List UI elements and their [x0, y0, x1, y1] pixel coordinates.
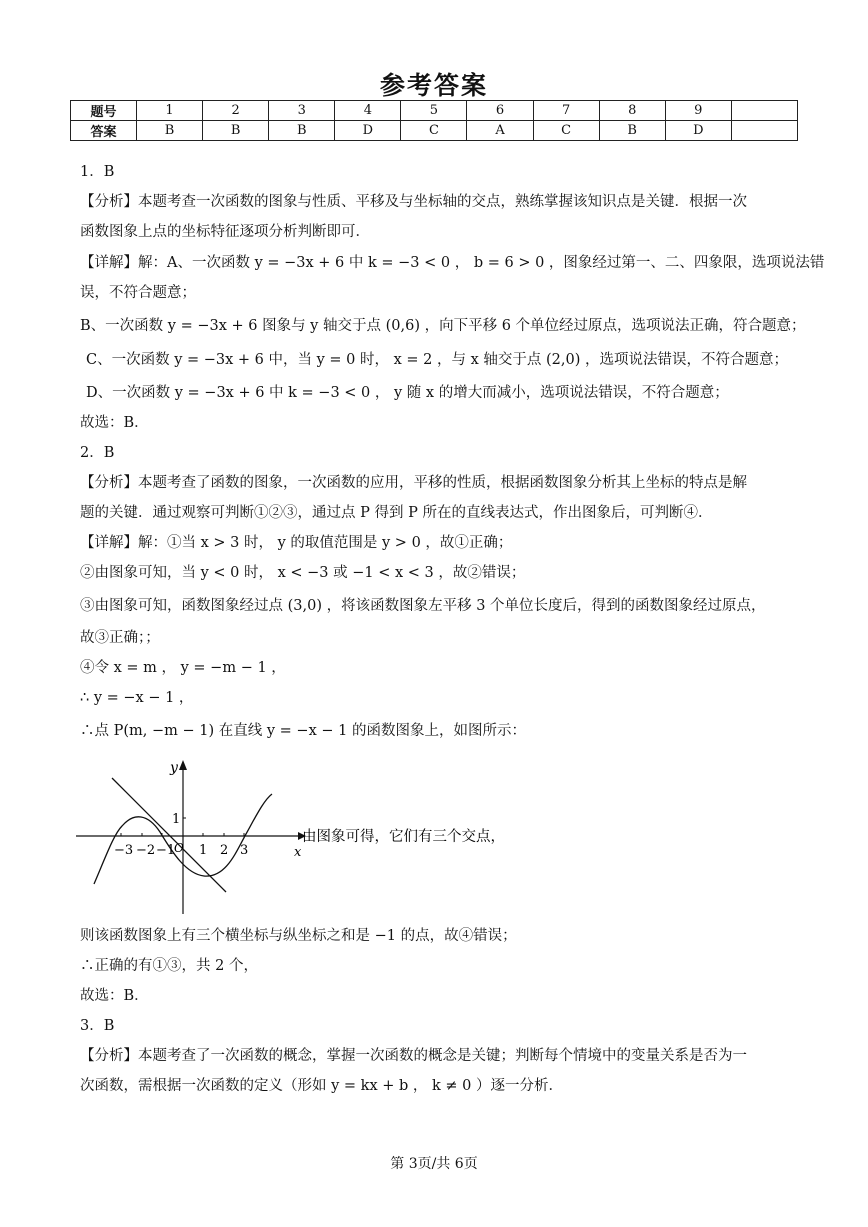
text-line: 函数图象上点的坐标特征逐项分析判断即可． — [80, 224, 370, 240]
table-cell: C — [533, 121, 599, 141]
table-cell: 4 — [335, 101, 401, 121]
page-footer: 第 3页/共 6页 — [390, 1156, 478, 1172]
x-tick-label: −2 — [136, 843, 156, 858]
table-cell: 3 — [269, 101, 335, 121]
table-cell: 8 — [599, 101, 665, 121]
table-cell: A — [467, 121, 533, 141]
row-header-answer: 答案 — [71, 121, 137, 141]
text-line: ④令 x = m ， y = −m − 1 ， — [80, 660, 286, 676]
text-line: ③由图象可知，函数图象经过点 (3,0) ，将该函数图象左平移 3 个单位长度后，得到的函数图象经过原点， — [80, 598, 766, 614]
text-line: 【详解】解：①当 x > 3 时， y 的取值范围是 y > 0 ，故①正确； — [80, 535, 513, 551]
text-line: C、一次函数 y = −3x + 6 中，当 y = 0 时， x = 2 ，与 x 轴交于点 (2,0) ，选项说法错误，不符合题意； — [86, 352, 788, 368]
text-line: B、一次函数 y = −3x + 6 图象与 y 轴交于点 (0,6) ，向下平移 6 个单位经过原点，选项说法正确，符合题意； — [80, 318, 806, 334]
answer-table — [70, 100, 798, 141]
table-cell: C — [401, 121, 467, 141]
table-cell: 5 — [401, 101, 467, 121]
text-line: D、一次函数 y = −3x + 6 中 k = −3 < 0 ， y 随 x 的增大而减小，选项说法错误，不符合题意； — [86, 385, 729, 401]
table-cell — [731, 101, 797, 121]
x-tick-label: −1 — [156, 843, 176, 858]
question-heading: 2．B — [80, 445, 115, 461]
x-axis-label: x — [294, 845, 302, 860]
y-tick-label: 1 — [172, 812, 181, 827]
table-cell: D — [335, 121, 401, 141]
line-y-neg-x-minus-1 — [112, 778, 229, 892]
table-cell — [731, 121, 797, 141]
text-line: 故选：B． — [80, 415, 149, 431]
text-line: ∴点 P(m, −m − 1) 在直线 y = −x − 1 的函数图象上，如图所示： — [80, 723, 526, 739]
table-cell: 6 — [467, 101, 533, 121]
question-heading: 1．B — [80, 164, 115, 180]
table-cell: B — [203, 121, 269, 141]
table-cell: 2 — [203, 101, 269, 121]
y-axis-arrow — [179, 760, 187, 770]
table-cell: 1 — [137, 101, 203, 121]
table-cell: D — [665, 121, 731, 141]
text-line: ∴正确的有①③，共 2 个， — [80, 958, 258, 974]
row-header-number: 题号 — [71, 101, 137, 121]
table-cell: 7 — [533, 101, 599, 121]
text-line: 则该函数图象上有三个横坐标与纵坐标之和是 −1 的点，故④错误； — [80, 928, 517, 944]
text-line: ②由图象可知，当 y < 0 时， x < −3 或 −1 < x < 3 ，故②错误； — [80, 565, 526, 581]
table-cell: B — [137, 121, 203, 141]
text-line: 【详解】解：A、一次函数 y = −3x + 6 中 k = −3 < 0 ， b = 6 > 0 ，图象经过第一、二、四象限，选项说法错 — [80, 255, 825, 271]
text-line: 【分析】本题考查了一次函数的概念，掌握一次函数的概念是关键；判断每个情境中的变量关系是否为一 — [80, 1048, 747, 1064]
function-graph-figure — [76, 756, 516, 918]
text-line: 故③正确；； — [80, 630, 160, 646]
table-row-numbers — [71, 101, 798, 121]
origin-label: O — [174, 841, 184, 855]
text-line: 次函数，需根据一次函数的定义（形如 y = kx + b ， k ≠ 0 ）逐一分析． — [80, 1078, 563, 1094]
text-line: 【分析】本题考查一次函数的图象与性质、平移及与坐标轴的交点，熟练掌握该知识点是关键．根据一次 — [80, 194, 747, 210]
text-line: ∴ y = −x − 1 ， — [80, 690, 194, 706]
x-tick-label: −3 — [114, 843, 134, 858]
table-cell: B — [269, 121, 335, 141]
text-line: 误，不符合题意； — [80, 285, 196, 301]
page-title: 参考答案 — [379, 71, 488, 100]
figure-caption: 由图象可得，它们有三个交点， — [302, 829, 505, 845]
table-cell: 9 — [665, 101, 731, 121]
text-line: 故选：B． — [80, 988, 149, 1004]
y-axis-label: y — [170, 760, 178, 776]
question-heading: 3．B — [80, 1018, 115, 1034]
table-cell: B — [599, 121, 665, 141]
table-row-answers — [71, 121, 798, 141]
x-tick-label: 2 — [220, 843, 229, 858]
text-line: 【分析】本题考查了函数的图象，一次函数的应用，平移的性质，根据函数图象分析其上坐标的特点是解 — [80, 475, 747, 491]
text-line: 题的关键．通过观察可判断①②③，通过点 P 得到 P 所在的直线表达式，作出图象后，可判断④． — [80, 505, 713, 521]
x-tick-label: 1 — [199, 843, 208, 858]
x-tick-label: 3 — [240, 843, 249, 858]
